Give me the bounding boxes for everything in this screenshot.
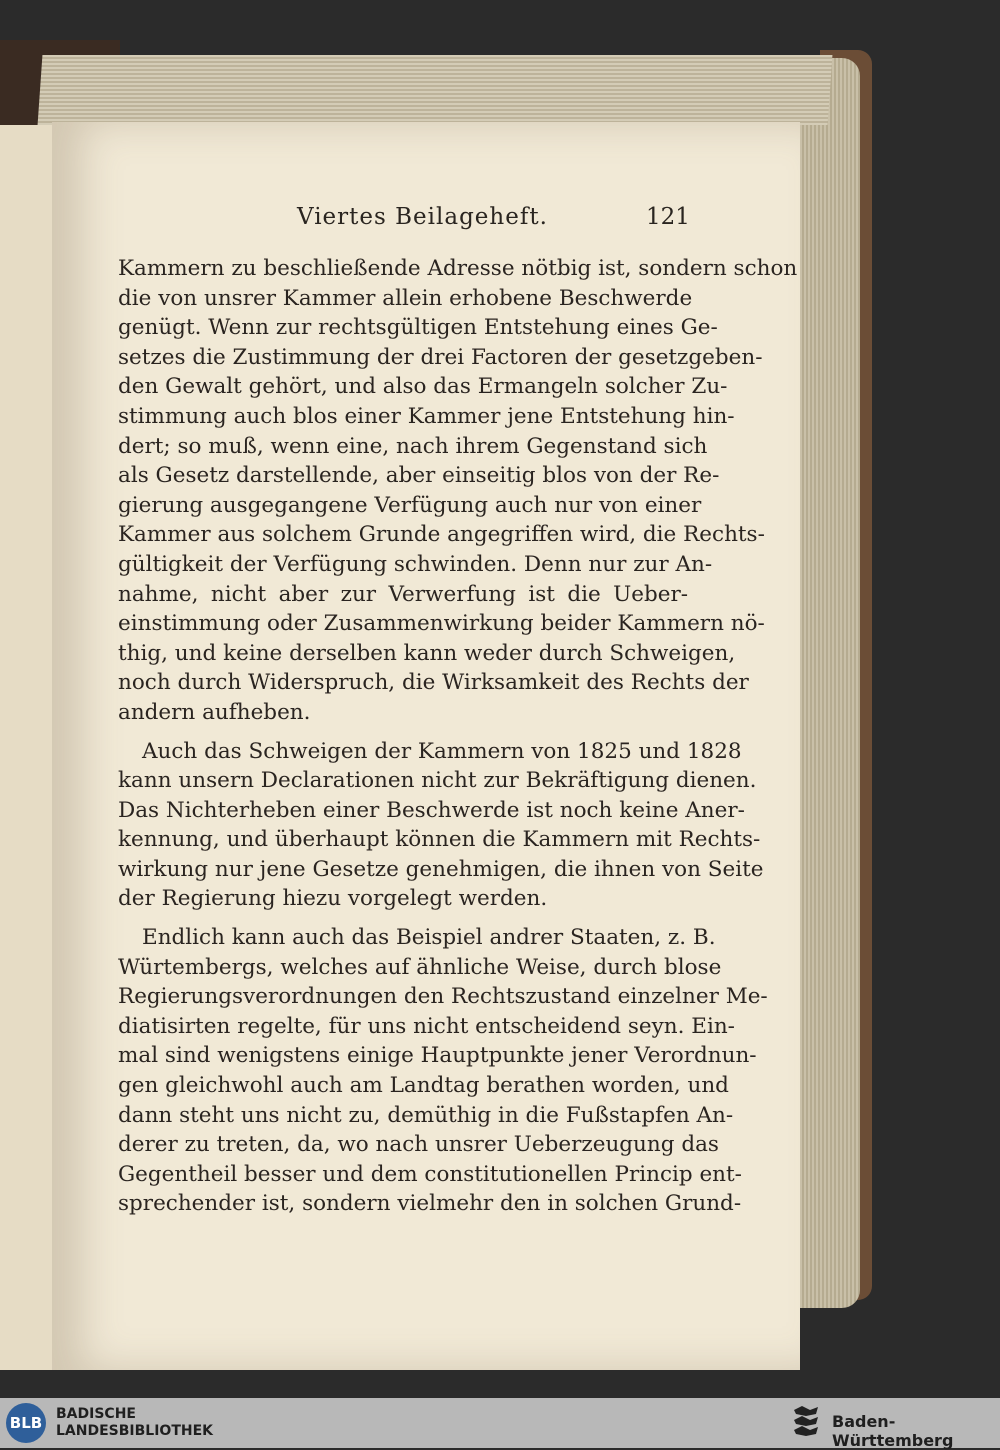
text-line: Kammer aus solchem Grunde angegriffen wird, die Rechts- (118, 522, 765, 548)
running-title: Viertes Beilageheft. (297, 204, 548, 230)
text-line: einstimmung oder Zusammenwirkung beider Kammern nö- (118, 611, 765, 637)
text-line: derer zu treten, da, wo nach unsrer Ueberzeugung das (118, 1132, 719, 1158)
page-top-edge (38, 55, 833, 125)
page-body (118, 254, 798, 1219)
paragraph-gap (118, 914, 688, 923)
text-line: Regierungsverordnungen den Rechtszustand einzelner Me- (118, 984, 768, 1010)
text-line: sprechender ist, sondern vielmehr den in solchen Grund- (118, 1191, 742, 1217)
text-line: genügt. Wenn zur rechtsgültigen Entstehung eines Ge- (118, 315, 718, 341)
text-line: wirkung nur jene Gesetze genehmigen, die ihnen von Seite (118, 856, 764, 882)
text-line: der Regierung hiezu vorgelegt werden. (118, 886, 548, 912)
text-line: dann steht uns nicht zu, demüthig in die Fußstapfen An- (118, 1102, 734, 1128)
text-line: Das Nichterheben einer Beschwerde ist noch keine Aner- (118, 797, 745, 823)
text-line: Kammern zu beschließende Adresse nötbig ist, sondern schon (118, 256, 798, 281)
text-line: kann unsern Declarationen nicht zur Bekräftigung dienen. (118, 768, 757, 794)
text-line: dert; so muß, wenn eine, nach ihrem Gegenstand sich (118, 433, 708, 459)
state-name[interactable]: Baden-Württemberg (832, 1412, 954, 1450)
text-line: nahme, nicht aber zur Verwerfung ist die Ueber- (118, 581, 688, 607)
book-page (52, 122, 800, 1370)
text-line: mal sind wenigstens einige Hauptpunkte jener Verordnun- (118, 1043, 757, 1069)
text-line: Auch das Schweigen der Kammern von 1825 und 1828 (142, 738, 742, 764)
text-line: kennung, und überhaupt können die Kammern mit Rechts- (118, 827, 761, 853)
footer-bar (0, 1398, 1000, 1448)
text-line: Gegentheil besser und dem constitutionellen Princip ent- (118, 1161, 742, 1187)
blb-logo[interactable]: BLB (6, 1403, 46, 1443)
text-line: stimmung auch blos einer Kammer jene Entstehung hin- (118, 403, 735, 429)
text-line: thig, und keine derselben kann weder durch Schweigen, (118, 640, 736, 666)
text-line: gültigkeit der Verfügung schwinden. Denn nur zur An- (118, 551, 713, 577)
text-line: die von unsrer Kammer allein erhobene Beschwerde (118, 285, 693, 311)
left-page-edge (0, 125, 52, 1370)
page-number: 121 (646, 204, 690, 230)
baden-wuerttemberg-lions-icon (790, 1404, 822, 1442)
text-line: den Gewalt gehört, und also das Ermangeln solcher Zu- (118, 374, 728, 400)
paragraph-gap (118, 728, 688, 737)
text-line: setzes die Zustimmung der drei Factoren der gesetzgeben- (118, 344, 763, 370)
library-name-line2: LANDESBIBLIOTHEK (56, 1423, 214, 1439)
text-line: gierung ausgegangene Verfügung auch nur von einer (118, 492, 702, 518)
library-name-line1: BADISCHE (56, 1406, 136, 1422)
text-line: gen gleichwohl auch am Landtag berathen worden, und (118, 1073, 729, 1099)
text-line: noch durch Widerspruch, die Wirksamkeit des Rechts der (118, 670, 749, 696)
library-name[interactable] (56, 1406, 213, 1440)
text-line: diatisirten regelte, für uns nicht entscheidend seyn. Ein- (118, 1013, 735, 1039)
text-line: als Gesetz darstellende, aber einseitig blos von der Re- (118, 463, 720, 489)
page-header (52, 204, 800, 244)
text-line: Würtembergs, welches auf ähnliche Weise, durch blose (118, 954, 722, 980)
text-line: Endlich kann auch das Beispiel andrer Staaten, z. B. (142, 925, 716, 951)
text-line: andern aufheben. (118, 699, 311, 725)
